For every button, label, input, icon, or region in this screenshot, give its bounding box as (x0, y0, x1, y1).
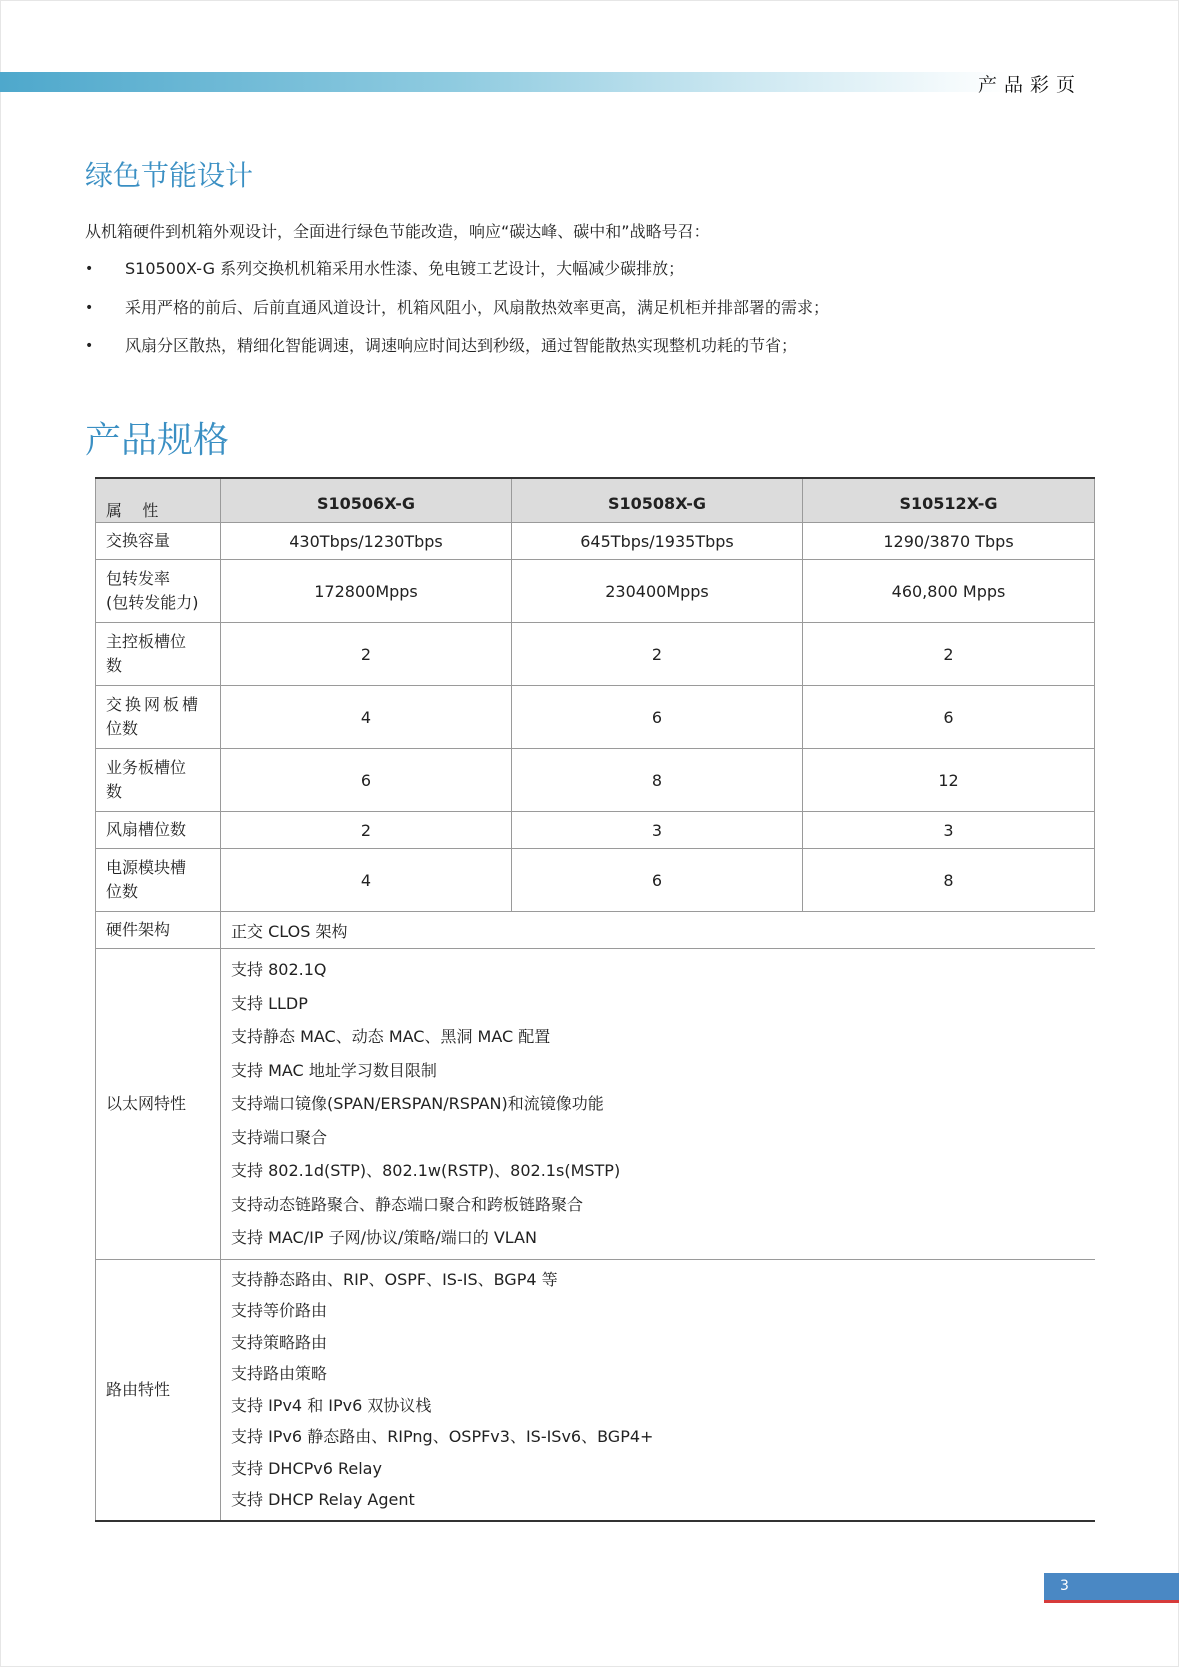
spec-table (95, 477, 1095, 1522)
row-label: 主控板槽位 数 (96, 623, 221, 686)
list-item: 支持端口镜像(SPAN/ERSPAN/RSPAN)和流镜像功能 (231, 1094, 604, 1113)
table-cell: 430Tbps/1230Tbps (221, 523, 512, 560)
table-row (96, 849, 1095, 912)
table-row (96, 812, 1095, 849)
row-label: 路由特性 (96, 1259, 221, 1521)
row-label: 硬件架构 (96, 912, 221, 949)
list-item: 支持 LLDP (231, 993, 308, 1013)
list-item: 支持 IPv4 和 IPv6 双协议栈 (231, 1395, 432, 1415)
column-header-model: S10508X-G (512, 478, 803, 523)
table-row-hardware (96, 912, 1095, 949)
table-cell: 4 (221, 849, 512, 912)
table-row-routing (96, 1259, 1095, 1521)
table-cell: 6 (512, 849, 803, 912)
section-title-green-design: 绿色节能设计 (85, 159, 254, 192)
section-title-spec: 产品规格 (85, 420, 230, 461)
table-cell: 6 (512, 686, 803, 749)
list-item: 支持 IPv6 静态路由、RIPng、OSPFv3、IS-ISv6、BGP4+ (231, 1427, 654, 1446)
list-item: 支持 MAC 地址学习数目限制 (231, 1060, 437, 1080)
list-item: 支持 DHCP Relay Agent (231, 1490, 415, 1509)
bullet-icon: • (85, 338, 94, 354)
row-label: 电源模块槽 位数 (96, 849, 221, 912)
row-label: 包转发率 (包转发能力) (96, 560, 221, 623)
table-cell: 3 (803, 812, 1095, 849)
row-label: 交换容量 (96, 523, 221, 560)
table-row (96, 623, 1095, 686)
list-item: 支持 DHCPv6 Relay (231, 1458, 382, 1478)
table-cell: 2 (221, 623, 512, 686)
table-row-ethernet (96, 949, 1095, 1260)
row-label: 业务板槽位 数 (96, 749, 221, 812)
header-label: 产品彩页 (978, 74, 1083, 96)
list-item: 支持 MAC/IP 子网/协议/策略/端口的 VLAN (231, 1228, 537, 1247)
list-item: 支持策略路由 (231, 1332, 328, 1352)
page-number-badge (1044, 1573, 1179, 1603)
table-cell: 460,800 Mpps (803, 560, 1095, 623)
table-cell: 4 (221, 686, 512, 749)
table-row (96, 686, 1095, 749)
list-item: 支持端口聚合 (231, 1127, 328, 1147)
table-cell: 3 (512, 812, 803, 849)
green-intro: 从机箱硬件到机箱外观设计，全面进行绿色节能改造，响应“碳达峰、碳中和”战略号召： (85, 222, 710, 241)
table-row (96, 523, 1095, 560)
header-band (0, 72, 1010, 92)
routing-feature-list (231, 1264, 1085, 1516)
table-cell: 6 (803, 686, 1095, 749)
table-cell: 12 (803, 749, 1095, 812)
table-cell: 6 (221, 749, 512, 812)
table-cell: 645Tbps/1935Tbps (512, 523, 803, 560)
table-cell: 2 (512, 623, 803, 686)
table-cell: 2 (221, 812, 512, 849)
row-label: 风扇槽位数 (96, 812, 221, 849)
ethernet-feature-list (231, 953, 1085, 1255)
table-header-row (96, 478, 1095, 523)
page-number: 3 (1060, 1578, 1069, 1594)
list-item: 支持静态路由、RIP、OSPF、IS-IS、BGP4 等 (231, 1269, 558, 1289)
table-cell: 172800Mpps (221, 560, 512, 623)
bullet-icon: • (85, 299, 94, 316)
table-cell: 2 (803, 623, 1095, 686)
table-cell: 8 (512, 749, 803, 812)
list-item: 支持静态 MAC、动态 MAC、黑洞 MAC 配置 (231, 1027, 551, 1046)
feature-list-cell (221, 949, 1095, 1260)
bullet-icon: • (85, 261, 94, 277)
column-header-attribute: 属 性 (96, 478, 221, 523)
table-row (96, 749, 1095, 812)
table-row (96, 560, 1095, 623)
column-header-model: S10506X-G (221, 478, 512, 523)
feature-list-cell (221, 1259, 1095, 1521)
list-item: 支持路由策略 (231, 1364, 328, 1383)
row-label: 以太网特性 (96, 949, 221, 1260)
list-item: 支持动态链路聚合、静态端口聚合和跨板链路聚合 (231, 1194, 584, 1214)
list-item: 支持 802.1d(STP)、802.1w(RSTP)、802.1s(MSTP) (231, 1161, 621, 1180)
table-cell: 230400Mpps (512, 560, 803, 623)
row-label: 交换网板槽 位数 (96, 686, 221, 749)
table-cell: 1290/3870 Tbps (803, 523, 1095, 560)
list-item: 支持等价路由 (231, 1301, 328, 1320)
column-header-model: S10512X-G (803, 478, 1095, 523)
table-cell: 8 (803, 849, 1095, 912)
list-item: 支持 802.1Q (231, 960, 327, 979)
table-cell: 正交 CLOS 架构 (221, 912, 1095, 949)
